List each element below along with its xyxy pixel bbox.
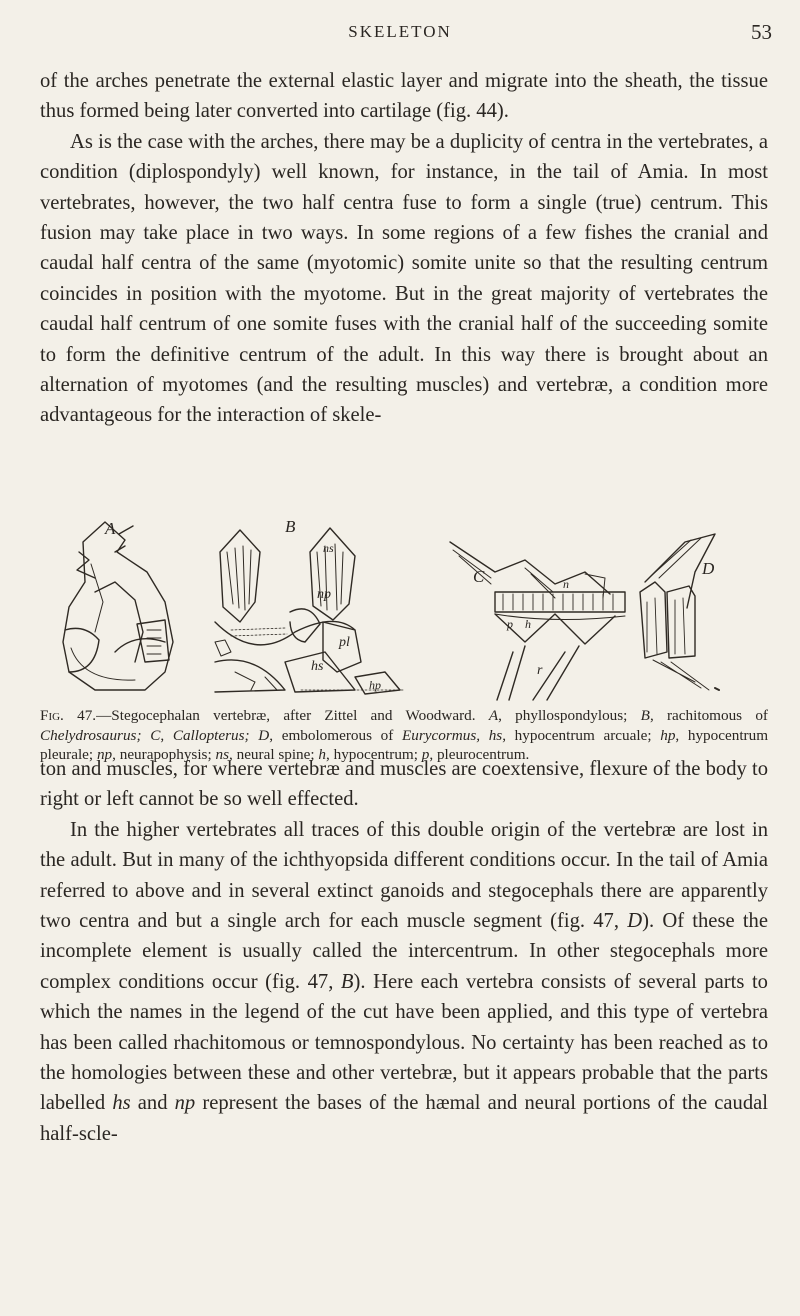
part-label-hs: hs — [311, 659, 324, 674]
part-label-r: r — [537, 663, 543, 678]
panel-label-d: D — [702, 559, 715, 578]
caption-genus: Eurycormus, — [401, 726, 481, 744]
part-label-hp: hp — [369, 678, 381, 692]
caption-run — [480, 727, 489, 744]
caption-abbrev: h — [318, 746, 327, 763]
caption-genus: Callopterus; — [172, 726, 250, 744]
caption-abbrev: ns — [215, 746, 229, 763]
text-run: As is the case with the arches, there may be a duplicity of centra in the vertebrates, a condition ( — [40, 130, 768, 184]
caption-genus: Chelydrosaurus; — [40, 726, 142, 744]
caption-run — [142, 727, 151, 744]
caption-run: , neural spine; — [229, 746, 319, 763]
caption-run: , hypocentrum; — [326, 746, 422, 763]
paragraph: ton and muscles, for where vertebræ and muscles are coextensive, flexure of the body to right or left cannot be so well effected. — [40, 758, 768, 811]
caption-run — [250, 727, 259, 744]
panel-a-drawing — [63, 522, 173, 690]
figure-ref-label: B — [340, 970, 354, 993]
caption-run: , pleurocentrum. — [429, 746, 530, 763]
part-label-n: n — [563, 577, 569, 591]
caption-abbrev: p — [421, 746, 430, 763]
text-run: and — [130, 1092, 175, 1115]
text-run: ). Here each vertebra consists of several parts to which the names in the legend of the cut have been applied, and this type of vertebra has been called rhachitomous or temnospondylous. No certainty has been reached as to the homologies between these and other vertebræ, but it appears probable that the parts labelled — [40, 970, 768, 1115]
caption-run: , rachitomous of — [649, 707, 768, 724]
caption-abbrev: hp — [660, 726, 676, 744]
figure-ref-label: D — [627, 910, 643, 933]
text-run: ). Of these the incomplete element is usually called the intercentrum. In other stegocephals more complex conditions occur (fig. 47, — [40, 910, 768, 993]
caption-abbrev: hs — [488, 726, 503, 744]
paragraph: of the arches penetrate the external elastic layer and migrate into the sheath, the tissue thus formed being later converted into cartilage (fig. 44). — [40, 70, 768, 123]
body-text-top — [40, 66, 768, 431]
caption-run: , hypocentrum pleurale; — [40, 726, 769, 763]
caption-run: , — [160, 726, 173, 744]
part-label-pl: pl — [339, 635, 350, 650]
caption-run: —Stegocephalan vertebræ, after Zittel and Woodward. — [96, 707, 489, 724]
page-number: 53 — [751, 20, 772, 44]
panel-b-drawing — [215, 528, 405, 694]
part-label-p: p — [507, 617, 513, 631]
text-run: In the higher vertebrates all traces of this double origin of the vertebræ are lost in the adult. But in many of the ichthyopsida different conditions occur. In the tail of Amia referred to above and in several extinct ganoids and stegocephals there are apparently two centra and but a single arch for each muscle segment (fig. 47, — [40, 818, 768, 933]
text-run: represent the bases of the hæmal and neural portions of the caudal half-scle- — [40, 1092, 768, 1145]
caption-run: , embolomerous of — [269, 726, 402, 744]
figure-47 — [55, 512, 745, 704]
part-label-np: np — [317, 587, 331, 602]
paragraph — [40, 815, 768, 1149]
defined-term: diplospondyly — [135, 161, 254, 184]
figure-number: Fig. 47. — [40, 707, 97, 724]
caption-abbrev: np — [96, 746, 113, 763]
abbrev-hs: hs — [112, 1092, 131, 1115]
caption-label: A — [488, 707, 499, 724]
caption-run: , hypocentrum arcuale; — [502, 726, 661, 744]
caption-label: D — [258, 726, 270, 744]
text-run: ) well known, for instance, in the tail of Amia. In most vertebrates, however, the two half centra fuse to form a single (true) centrum. This fusion may take place in two ways. In some regions of a few fishes the cranial and caudal half centra of the same (myotomic) somite unite so that the resulting centrum coincides in position with the myotome. But in the great majority of vertebrates the caudal half centrum of one somite fuses with the cranial half of the succeeding somite to form the definitive centrum of the adult. In this way there is brought about an alternation of myotomes (and the resulting muscles) and vertebræ, a condition more advantageous for the interaction of skele- — [40, 161, 768, 427]
running-head — [0, 18, 800, 48]
panel-d-drawing — [640, 534, 719, 690]
part-label-h: h — [525, 617, 531, 631]
paragraph — [40, 127, 768, 431]
vertebrae-illustration — [55, 512, 745, 704]
abbrev-np: np — [174, 1092, 196, 1115]
caption-label: C — [150, 726, 161, 744]
caption-label: B — [640, 707, 650, 724]
body-text-bottom — [40, 754, 768, 1149]
panel-label-a: A — [105, 519, 116, 538]
caption-run: , neurapophysis; — [112, 746, 216, 763]
panel-label-c: C — [473, 567, 485, 586]
caption-run: , phyllospondylous; — [498, 707, 641, 724]
running-title: SKELETON — [348, 22, 452, 41]
panel-label-b: B — [285, 517, 296, 536]
part-label-ns: ns — [323, 541, 334, 555]
